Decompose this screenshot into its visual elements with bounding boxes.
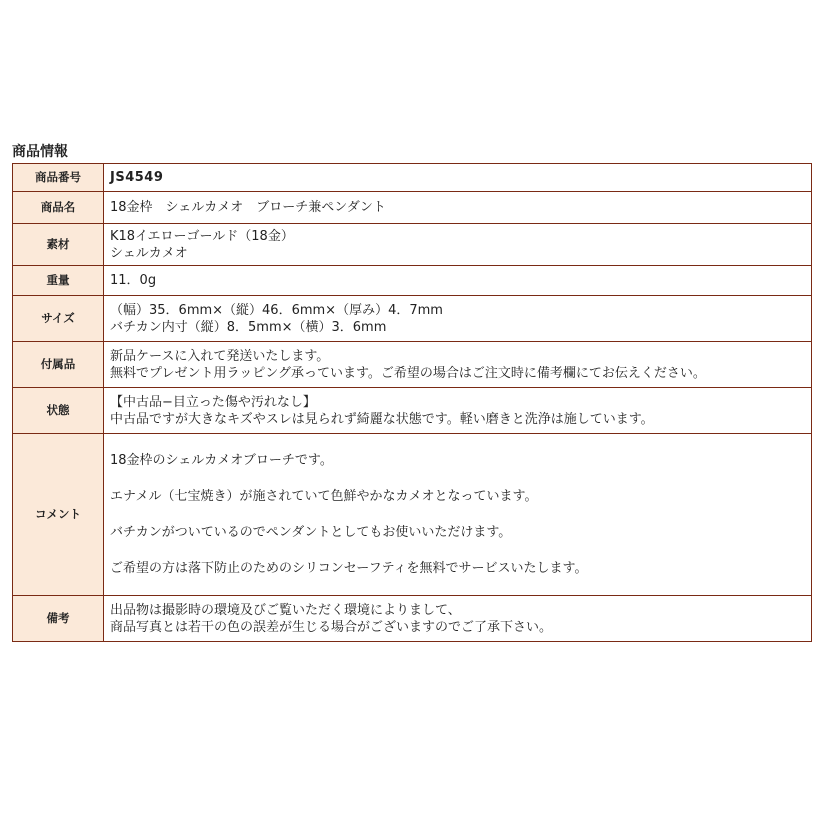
weight-text: 11．0g [110, 273, 157, 288]
value-condition [104, 388, 812, 434]
size-line-2: バチカン内寸（縦）8．5mm×（横）3．6mm [110, 319, 387, 335]
label-size: サイズ [13, 296, 104, 342]
value-accessories [104, 342, 812, 388]
label-product-number: 商品番号 [13, 164, 104, 192]
product-name-text: 18金枠 シェルカメオ ブローチ兼ペンダント [110, 200, 386, 215]
row-product-number [13, 164, 812, 192]
product-number-text: JS4549 [110, 170, 164, 185]
label-notes: 備考 [13, 596, 104, 642]
value-comment [104, 434, 812, 596]
value-material [104, 224, 812, 266]
row-condition [13, 388, 812, 434]
size-line-1: （幅）35．6mm×（縦）46．6mm×（厚み）4．7mm [110, 302, 443, 318]
condition-line-2: 中古品ですが大きなキズやスレは見られず綺麗な状態です。軽い磨きと洗浄は施しています。 [110, 411, 654, 427]
material-line-2: シェルカメオ [110, 245, 188, 261]
product-info-table [12, 163, 812, 642]
notes-line-1: 出品物は撮影時の環境及びご覧いただく環境によりまして、 [110, 602, 461, 618]
row-size [13, 296, 812, 342]
section-title: 商品情報 [12, 144, 68, 160]
row-notes [13, 596, 812, 642]
row-material [13, 224, 812, 266]
label-accessories: 付属品 [13, 342, 104, 388]
value-product-number [104, 164, 812, 192]
comment-spacer [110, 469, 807, 488]
label-material: 素材 [13, 224, 104, 266]
value-product-name [104, 192, 812, 224]
value-weight [104, 266, 812, 296]
row-product-name [13, 192, 812, 224]
row-comment [13, 434, 812, 596]
value-notes [104, 596, 812, 642]
label-product-name: 商品名 [13, 192, 104, 224]
accessories-line-2: 無料でプレゼント用ラッピング承っています。ご希望の場合はご注文時に備考欄にてお伝えください。 [110, 365, 706, 381]
label-condition: 状態 [13, 388, 104, 434]
notes-line-2: 商品写真とは若干の色の誤差が生じる場合がございますのでご了承下さい。 [110, 619, 553, 635]
value-size [104, 296, 812, 342]
row-accessories [13, 342, 812, 388]
comment-spacer [110, 505, 807, 524]
comment-line-2: エナメル（七宝焼き）が施されていて色鮮やかなカメオとなっています。 [110, 489, 538, 504]
label-weight: 重量 [13, 266, 104, 296]
comment-line-4: ご希望の方は落下防止のためのシリコンセーフティを無料でサービスいたします。 [110, 561, 588, 576]
row-weight [13, 266, 812, 296]
material-line-1: K18イエローゴールド（18金） [110, 228, 294, 244]
condition-line-1: 【中古品−目立った傷や汚れなし】 [110, 394, 316, 410]
comment-spacer [110, 541, 807, 560]
accessories-line-1: 新品ケースに入れて発送いたします。 [110, 348, 330, 364]
comment-line-1: 18金枠のシェルカメオブローチです。 [110, 453, 333, 468]
label-comment: コメント [13, 434, 104, 596]
comment-line-3: バチカンがついているのでペンダントとしてもお使いいただけます。 [110, 525, 512, 540]
